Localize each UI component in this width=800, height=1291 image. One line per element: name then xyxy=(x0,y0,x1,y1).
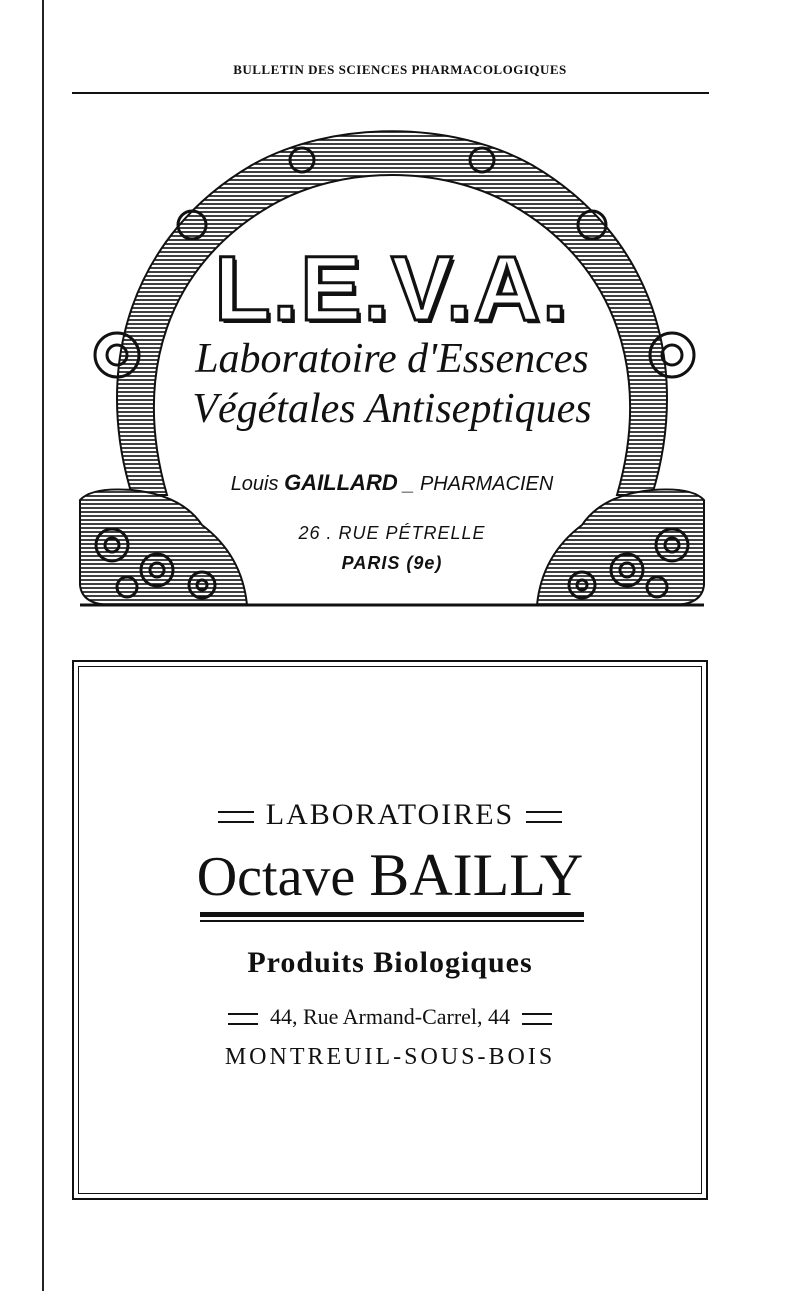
owner-role: _ PHARMACIEN xyxy=(403,473,554,495)
name-underline-thin xyxy=(200,920,584,922)
leva-city: PARIS (9e) xyxy=(341,553,443,573)
owner-first-name: Louis xyxy=(230,473,279,495)
leva-street-address: 26 . RUE PÉTRELLE xyxy=(298,523,486,543)
bailly-last-name: BAILLY xyxy=(369,842,584,908)
name-underline-thick xyxy=(200,912,584,917)
double-rule-right xyxy=(526,811,562,823)
double-rule-left xyxy=(218,811,254,823)
bailly-advertisement xyxy=(72,0,708,1291)
double-rule-left xyxy=(228,1013,258,1025)
bailly-name xyxy=(72,840,708,912)
leva-title: L.E.V.A. xyxy=(214,238,570,340)
bailly-street-row xyxy=(72,1004,708,1030)
owner-last-name: GAILLARD xyxy=(284,470,398,495)
laboratoires-heading: LABORATOIRES xyxy=(265,798,515,831)
running-head: BULLETIN DES SCIENCES PHARMACOLOGIQUES xyxy=(233,62,567,77)
leva-subtitle-line1: Laboratoire d'Essences xyxy=(195,336,589,382)
double-rule-right xyxy=(522,1013,552,1025)
laboratoires-heading-row xyxy=(72,798,708,832)
leva-subtitle-line2: Végétales Antiseptiques xyxy=(192,386,592,432)
bailly-products: Produits Biologiques xyxy=(247,946,533,979)
bailly-street: 44, Rue Armand-Carrel, 44 xyxy=(269,1004,511,1029)
bailly-city: MONTREUIL-SOUS-BOIS xyxy=(224,1044,556,1070)
bailly-first-name: Octave xyxy=(196,846,356,908)
binding-edge-rule xyxy=(42,0,44,1291)
